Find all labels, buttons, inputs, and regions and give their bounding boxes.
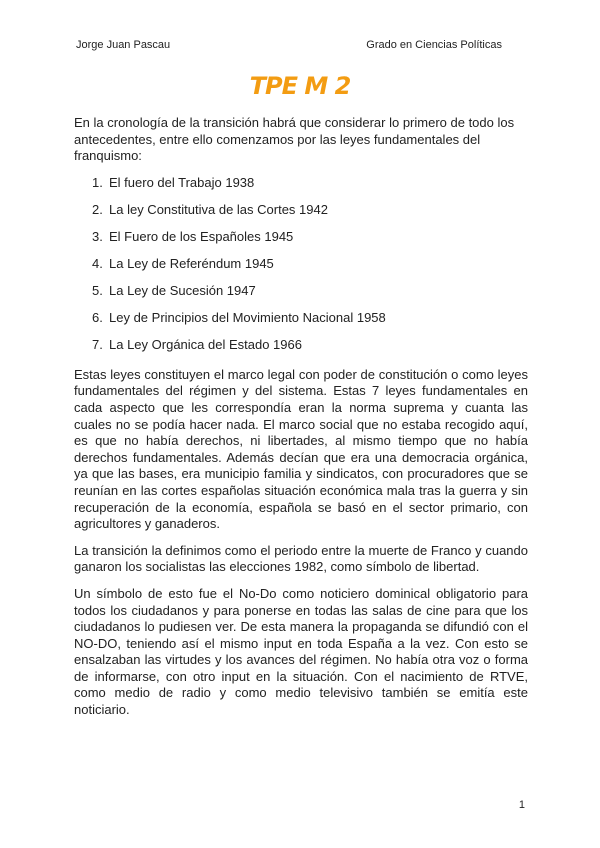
list-item-text: La Ley de Referéndum 1945 [109,255,274,271]
header-author: Jorge Juan Pascau [76,39,171,51]
page-title: TPE M 2 [249,72,351,100]
intro-paragraph: En la cronología de la transición habrá que considerar lo primero de todo los antecedentes, entre ello comenzamos por las leyes fundamentales del franquismo: [74,115,515,164]
list-item-number: 5. [92,282,103,298]
list-item [74,175,528,202]
list-item [74,256,528,283]
list-item-text: El Fuero de los Españoles 1945 [109,228,294,244]
page-number: 1 [518,799,525,811]
list-item [74,337,528,364]
list-item-number: 3. [92,228,103,244]
list-item-text: La Ley de Sucesión 1947 [109,282,256,298]
list-item-text: La Ley Orgánica del Estado 1966 [109,336,302,352]
list-item-number: 1. [92,174,103,190]
body-paragraph: Estas leyes constituyen el marco legal con poder de constitución o como leyes fundamentales del régimen y del sistema. Estas 7 leyes fundamentales en cada aspecto que les correspondía eran la norma suprema y cuanta las cuales no se podía hacer nada. El marco social que no estaba recogido aquí, es que no había derechos, ni libertades, al mismo tiempo que no había derechos fundamentales. Además decían que era una democracia orgánica, ya que las bases, era municipio familia y sindicatos, con procuradores que se reunían en las cortes españolas situación económica mala tras la guerra y sin recuperación de la economía, española se basó en el sector primario, con agricultores y ganaderos. [74,366,528,532]
list-item [74,202,528,229]
body-paragraph: La transición la definimos como el periodo entre la muerte de Franco y cuando ganaron los socialistas las elecciones 1982, como símbolo de libertad. [74,542,528,575]
list-item-text: Ley de Principios del Movimiento Nacional 1958 [109,309,386,325]
list-item [74,283,528,310]
list-item-number: 4. [92,255,103,271]
document-body [74,115,528,719]
list-item-text: La ley Constitutiva de las Cortes 1942 [109,201,328,217]
list-item-number: 7. [92,336,103,352]
laws-list [74,175,528,364]
header-degree: Grado en Ciencias Políticas [366,39,502,51]
list-item [74,310,528,337]
list-item-text: El fuero del Trabajo 1938 [109,174,255,190]
list-item [74,229,528,256]
body-paragraph: Un símbolo de esto fue el No-Do como noticiero dominical obligatorio para todos los ciudadanos y para ponerse en todas las salas de cine para que los ciudadanos lo pudiesen ver. De esta manera la propaganda se difundió con el NO-DO, teniendo así el mismo input en toda España a la vez. Con esto se ensalzaban las virtudes y los avances del régimen. No había otra voz o forma de informarse, con otro input en la situación. Con el nacimiento de RTVE, como medio de radio y como medio televisivo también se emitía este noticiario. [74,585,528,718]
list-item-number: 2. [92,201,103,217]
list-item-number: 6. [92,309,103,325]
